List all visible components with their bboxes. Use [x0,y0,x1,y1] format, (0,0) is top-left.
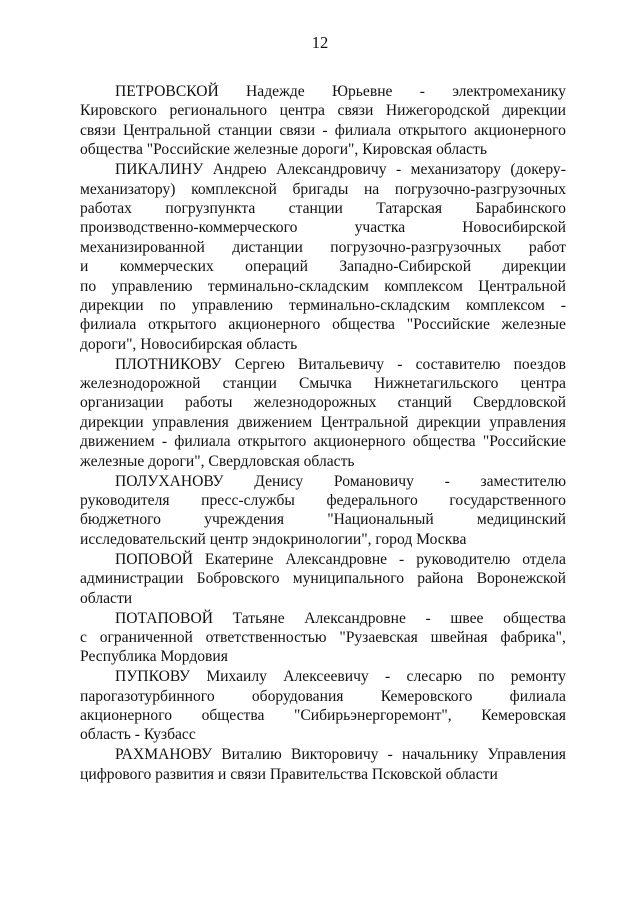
text-line [80,277,566,296]
award-entry [80,160,566,354]
word: Кемеровского [380,687,473,705]
word: станции [217,121,273,139]
text-line [80,160,566,179]
word: коммерческих [119,258,214,276]
word: Александровне [285,550,388,568]
word: связи [337,102,374,120]
word: работах [80,199,132,217]
text-line [80,472,566,491]
word: ПОТАПОВОЙ [115,609,213,627]
word: Александровичу [276,161,387,179]
text-line [80,374,566,393]
word: акционерного [313,433,406,451]
word: администрации [80,570,184,588]
word: - [322,121,328,139]
word: комплексом [466,296,545,314]
text-line [80,432,566,451]
word: Татарская [376,199,443,217]
word: станции [288,199,343,217]
word: Центральной [478,277,566,295]
word: Михаилу [206,668,267,686]
text-line [80,491,566,510]
word: Екатерине [204,550,274,568]
word: филиала [174,433,231,451]
word: филиала [334,121,392,139]
text-line [80,609,566,628]
word: движением [80,433,155,451]
word: ПИКАЛИНУ [115,161,204,179]
word: механизированной [80,238,205,256]
word: Викторовичу [291,746,379,764]
word: участка [354,219,406,237]
word: Западно-Сибирской [339,258,472,276]
word: железнодорожной [80,375,201,393]
word: по [478,668,495,686]
text-line [80,257,566,276]
word: филиала [509,687,566,705]
word: дирекции [502,102,566,120]
text-line [80,238,566,257]
word: акционерного [228,316,321,334]
word: операций [245,258,308,276]
word: - [425,609,431,627]
word: Смычка [298,375,352,393]
word: ПОПОВОЙ [115,550,193,568]
text-line [80,218,566,237]
word: бригады [292,180,349,198]
word: Кемеровская [481,707,566,725]
text-line [80,687,566,706]
word: связи [80,121,116,139]
word: железнодорожных [253,394,377,412]
word: производственно-коммерческого [80,219,298,237]
word: Романовичу [333,472,414,490]
word: Юрьевне [331,83,393,100]
text-line [80,121,566,140]
word: Центральной [320,413,409,431]
word: Витальевичу [298,355,385,373]
word: станции [222,375,277,393]
word: дирекции [80,413,144,431]
award-entry [80,472,566,550]
word: - [397,355,403,373]
word: Новосибирской [462,219,566,237]
word: дирекции [502,258,566,276]
word: организации [80,394,164,412]
word: поездов [513,355,566,373]
word: фабрика", [500,628,566,646]
word: руководителя [80,491,170,509]
word: Виталию [221,746,282,764]
word: дистанции [232,238,303,256]
word: управления [489,413,566,431]
word: "Российские [482,433,566,451]
text-line [80,355,566,374]
award-list [80,82,566,785]
word: ПУПКОВУ [115,668,191,686]
word: управлению [111,277,193,295]
text-line [80,101,566,120]
word: государственного [449,491,566,509]
text-line [80,413,566,432]
word: станций [397,394,452,412]
word: Кировского [80,102,157,120]
word: Воронежской [476,570,566,588]
word: муниципального [292,570,405,588]
word: управления [152,413,229,431]
text-line: цифрового развития и связи Правительства Псковской области [80,765,498,783]
word: - [395,161,402,179]
word: Татьяне [232,609,285,627]
word: Андрею [212,161,267,179]
word: акционерного [473,121,566,139]
text-line: Республика Мордовия [80,648,228,666]
text-line [80,82,566,101]
word: дирекции [417,413,481,431]
word: механизатору [410,161,501,179]
award-entry [80,550,566,608]
word: Александровне [304,609,406,627]
word: работ [528,238,566,256]
word: комплексом [384,277,463,295]
word: слесарю [406,668,463,686]
text-line [80,296,566,315]
word: открытого [398,121,467,139]
word: открытого [148,316,217,334]
word: погрузочно-разгрузочных [330,238,502,256]
word: - [399,550,405,568]
text-line [80,180,566,199]
word: Надежде [246,83,305,100]
word: связи [279,121,316,139]
award-entry [80,82,566,160]
text-line [80,745,566,764]
word: регионального [169,102,268,120]
word: ПЛОТНИКОВУ [115,355,222,373]
word: заместителю [480,472,566,490]
word: - [387,746,393,764]
word: оборудования [251,687,344,705]
word: Денису [254,472,304,490]
word: пресс-службы [201,491,295,509]
word: "Российские [406,316,490,334]
text-line: железные дороги", Свердловская область [80,452,355,470]
word: терминально-складским [288,296,450,314]
word: по [159,296,176,314]
text-line [80,510,566,529]
word: на [363,180,380,198]
word: погрузочно-разгрузочных [394,180,566,198]
word: Центральной [122,121,211,139]
word: Алексеевичу [283,668,369,686]
word: электромеханику [452,83,566,100]
word: дирекции [80,296,144,314]
word: руководителю [416,550,511,568]
word: общества [201,707,265,725]
text-line: области [80,589,133,607]
word: Свердловской [473,394,566,412]
word: бюджетного [80,511,161,529]
word: центра [279,102,325,120]
word: управлению [191,296,273,314]
word: - [385,668,391,686]
text-line: общества "Российские железные дороги", Кировская область [80,141,487,159]
text-line: дороги", Новосибирская область [80,335,298,353]
word: - [161,433,168,451]
word: ПЕТРОВСКОЙ [115,83,219,100]
text-line [80,315,566,334]
award-entry [80,355,566,471]
award-entry [80,609,566,667]
word: составителю [415,355,501,373]
word: швее [450,609,484,627]
word: "Рузаевская [339,628,418,646]
text-line [80,667,566,686]
word: федерального [326,491,418,509]
word: комплексной [191,180,277,198]
word: и [80,258,89,276]
word: движением [237,413,313,431]
word: ограниченной [99,628,193,646]
word: парогазотурбинного [80,687,215,705]
word: терминально-складским [207,277,369,295]
word: учреждения [204,511,285,529]
word: Нижегородской [385,102,490,120]
word: района [417,570,464,588]
word: начальнику [402,746,479,764]
word: РАХМАНОВУ [115,746,213,764]
word: Барабинского [475,199,566,217]
word: филиала [80,316,137,334]
text-line [80,706,566,725]
word: швейная [430,628,488,646]
word: железные [501,316,566,334]
word: - [444,472,450,490]
word: общества [412,433,476,451]
text-line: область - Кузбасс [80,726,196,744]
award-entry [80,745,566,784]
word: Нижнетагильского [373,375,499,393]
word: Сергею [234,355,285,373]
word: медицинский [476,511,566,529]
word: механизатору) [80,180,176,198]
word: открытого [237,433,307,451]
award-entry [80,667,566,745]
text-line: исследовательский центр эндокринологии", город Москва [80,530,467,548]
word: работы [184,394,233,412]
word: с [80,628,87,646]
word: по [80,277,97,295]
word: (докеру- [510,161,566,179]
word: Бобровского [196,570,280,588]
word: отдела [522,550,566,568]
text-line [80,628,566,647]
text-line [80,199,566,218]
word: акционерного [80,707,172,725]
word: "Национальный [327,511,434,529]
word: погрузпункта [165,199,256,217]
word: Управления [487,746,566,764]
word: ответственностью [205,628,327,646]
word: ремонту [510,668,566,686]
word: - [419,83,425,100]
word: общества [503,609,566,627]
word: ПОЛУХАНОВУ [115,472,224,490]
word: общества [332,316,395,334]
word: центра [520,375,566,393]
page-number: 12 [311,33,329,52]
text-line [80,550,566,569]
text-line [80,393,566,412]
text-line [80,569,566,588]
word: "Сибирьэнергоремонт", [294,707,452,725]
word: - [560,296,566,314]
